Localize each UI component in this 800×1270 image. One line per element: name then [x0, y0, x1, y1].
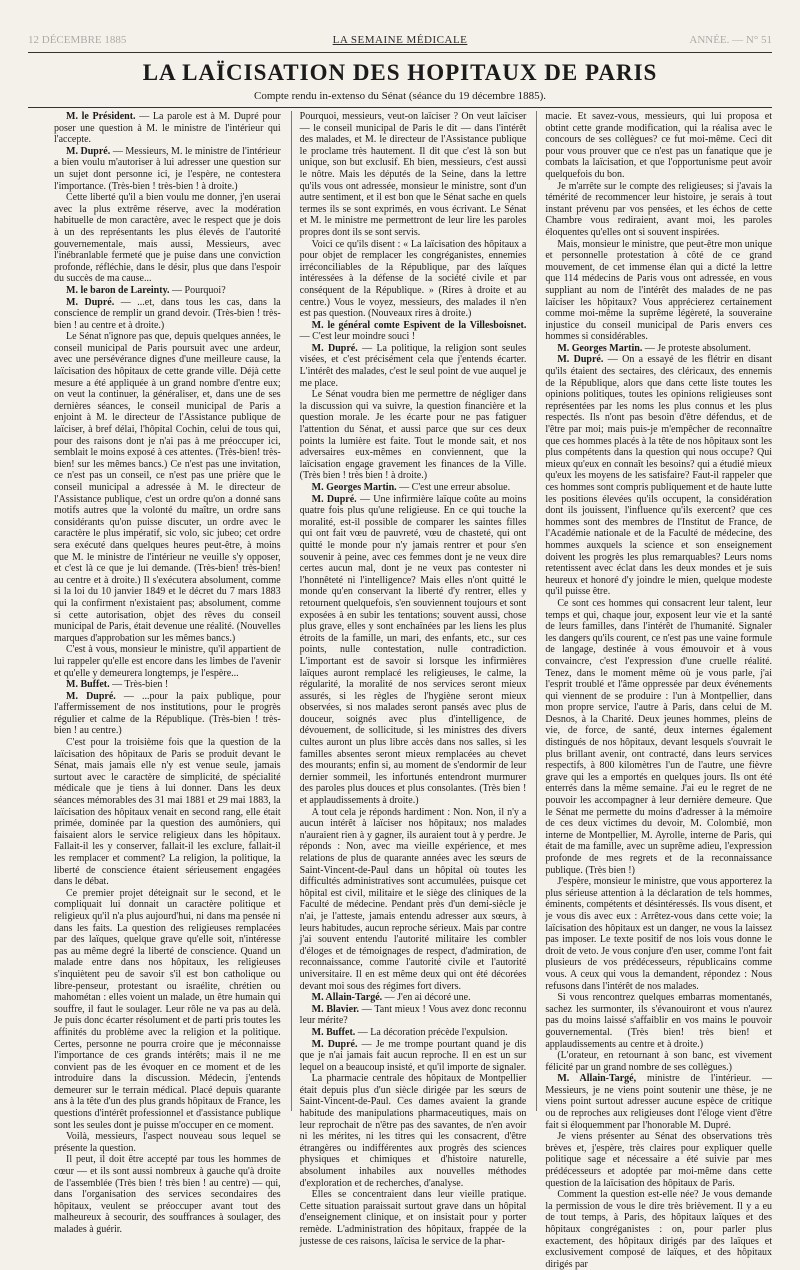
speaker-name: M. Blavier. [311, 1003, 360, 1015]
paragraph [300, 1189, 527, 1247]
speaker-name: M. Georges Martin. [557, 342, 643, 354]
paragraph-text: — Messieurs, M. le ministre de l'intérieur a bien voulu m'autoriser à lui adresser une question sur un sujet dont personne ici, je l'espère, ne contestera l'importance. (Très-bien ! très-bien ! à droite.) [54, 145, 281, 192]
paragraph [300, 239, 527, 320]
speaker-name: M. Allain-Targé. [311, 992, 383, 1004]
speaker-name: M. le général comte Espivent de la Villesboisnet. [311, 319, 527, 331]
paragraph-text: — J'en ai décoré une. [382, 992, 471, 1004]
running-head [0, 34, 800, 50]
speaker-name: M. Allain-Targé, [557, 1073, 637, 1085]
paragraph-text: Voilà, messieurs, l'aspect nouveau sous lequel se présente la question. [54, 1131, 281, 1154]
paragraph-text: Si vous rencontrez quelques embarras momentanés, sachez les surmonter, ils s'évanouiront et vous n'aurez pas du moins laissé s'affaiblir en vos mains le pouvoir gouvernemental. (Très bien! très bien! et applaudissements au centre et à droite.) [545, 992, 773, 1050]
paragraph-text: La pharmacie centrale des hôpitaux de Montpellier était depuis plus d'un siècle dirigée par les sœurs de Saint-Vincent-de-Paul. Ces dames avaient la grande habitude des manipulations pharmaceutiques, mais on leur reprochait de n'être pas des savantes, de n'en avoir ni les mérites, ni les titres qui les consacrent, d'être étrangères ou indifférentes aux progrès des sciences physiques et chimiques et d'histoire naturelle, absolument inhabiles aux nouvelles méthodes d'exploration et de recherches, d'analyse. [299, 1073, 527, 1189]
paragraph-text: Ce sont ces hommes qui consacrent leur talent, leur temps et qui, chaque jour, exposent leur vie et la santé de leurs familles, dans l'intérêt de l'humanité. Signaler les dangers qu'ils courent, ce n'est pas une vaine formule de langage, destinée à vous émouvoir et à vous convaincre, c'est l'expression d'une cruelle réalité. Tenez, dans le moment même où je vous parle, j'ai l'esprit troublé et l'âme oppressée par deux événements qui viennent de se produire : l'un à Montpellier, dans mon propre service, l'autre à Paris, dans celui de M. Desnos, à la Charité. Deux jeunes hommes, pleins de vie, de force, de santé, deux internes également distingués de nos hôpitaux, devant lesquels s'ouvrait le plus brillant avenir, ont contracté, dans leurs services respectifs, à 800 kilomètres l'un de l'autre, une fièvre grave qui les a emportés en quelques jours. Ils ont été enterrés dans la même semaine. J'ai eu le regret de ne pouvoir les accompagner à leur dernière demeure. Que le Sénat me permette du moins d'adresser à la mémoire de ces deux victimes du devoir, M. Colombié, mon interne de Montpellier, M. Ayrolle, interne de Paris, qui était de ma famille, avec un suprême adieu, l'expression profonde de mes regrets et de la reconnaissance publique. (Très bien !) [545, 597, 773, 876]
paragraph-text: C'est pour la troisième fois que la question de la laïcisation des hôpitaux de Paris se produit devant le Sénat, mais jamais elle n'y est venue seule, jamais surtout avec le caractère de simplicité, de spécialité médicale que je tiens à lui donner. Dans les deux séances mémorables des 31 mai 1881 et 29 mai 1883, la laïcisation des hôpitaux venait en second rang, elle était primée, dominée par la question des aumôniers, qui faisaient alors le service religieux dans les hôpitaux. Fallait-il les y conserver, fallait-il les exclure, fallait-il les remplacer et comment? La religion, la politique, la liberté de conscience étaient sérieusement engagées dans le débat. [54, 737, 281, 888]
paragraph-text: C'est à vous, monsieur le ministre, qu'il appartient de lui rappeler qu'elle est encore dans les limbes de l'avenir et qu'elle y demeurera longtemps, je l'espère... [54, 644, 281, 679]
paragraph [54, 888, 281, 1131]
paragraph [54, 644, 281, 679]
paragraph-text: Je viens présenter au Sénat des observations très brèves et, j'espère, très claires pour expliquer quelle politique sage et nécessaire a été suivie par mes prédécesseurs et adoptée par moi-même dans cette question de la laïcisation des hôpitaux de Paris. [545, 1131, 773, 1189]
paragraph-text: — Une infirmière laïque coûte au moins quatre fois plus qu'une religieuse. En ce qui touche la moralité, est-il possible de comparer les saintes filles qui ont fait vœu de pauvreté, vœu de chasteté, qui ont quitté le monde pour n'y jamais rentrer et pour s'en souvenir à peine, avec ces femmes dont je ne veux dire certes aucun mal, dont je ne veux pas contester ni l'honnêteté ni l'intelligence? Mais elles n'ont quitté le monde qu'en conservant la liberté d'y rentrer, elles y retournent quelquefois, s'en souviennent toujours et sont exposées à en subir les tentations; souvent aussi, chose plus grave, elles y sont enchaînées par les liens les plus étroits de la famille, un mari, des enfants, etc., sur ces points, nulle contestation, nulle contradiction. L'important est de savoir si lorsque les infirmières laïques auront remplacé les religieuses, le calme, la régularité, la moralité de nos services seront mieux assurés, si les règles de l'hygiène seront mieux observées, si nos malades seront pansés avec plus de douceur, soignés avec plus d'intelligence, de dévouement, de sollicitude, si les ministres des divers cultes auront un plus libre accès dans nos salles, si les familles absentes seront mieux remplacées au chevet des mourants; enfin si, au moment de s'endormir de leur dernier sommeil, les infortunés entendront murmurer des paroles plus douces et plus consolantes. (Très bien ! et applaudissements à droite.) [299, 493, 527, 807]
paragraph [545, 1131, 772, 1189]
speaker-name: M. Buffet. [311, 1026, 356, 1038]
paragraph-text: Le Sénat voudra bien me permettre de négliger dans la discussion qui va suivre, la question financière et la question morale. Je les écarte pour ne pas fatiguer l'attention du Sénat, et aussi parce que sur ces deux points la lumière est faite. Tout le monde sait, et nos adversaires eux-mêmes en conviennent, que la laïcisation engage gravement les finances de la Ville. (Très bien ! très bien ! à droite.) [299, 389, 527, 482]
paragraph-text: J'espère, monsieur le ministre, que vous apporterez la plus sérieuse attention à la déclaration de tels hommes, éminents, compétents et désintéressés. Ils vous disent, et je vous dis avec eux : Arrêtez-vous dans cette voie; la laïcisation des hôpitaux est un danger, ne vous la laissez pas imposer. Le texte positif de nos lois vous donne le droit de veto. Je vous conjure d'en user, comme l'ont fait plusieurs de vos prédécesseurs, républicains comme vous. A ceux qui vous la demandent, répondez : Nous refusons dans l'intérêt de nos malades. [545, 876, 773, 992]
paragraph-text: Comment la question est-elle née? Je vous demande la permission de vous le dire très brièvement. Il y a eu de tout temps, à Paris, des hôpitaux laïques et des hôpitaux congréganistes : on, pour parler plus exactement, des hôpitaux dirigés par des laïques et exclusivement composé de laïques, et des hôpitaux dirigés par [545, 1189, 773, 1270]
paragraph [54, 1154, 281, 1235]
paragraph [300, 482, 527, 494]
paragraph [300, 111, 527, 239]
paragraph [545, 1073, 772, 1131]
paragraph [54, 285, 281, 297]
speaker-name: M. Dupré. [311, 493, 357, 505]
paragraph-text: Voici ce qu'ils disent : « La laïcisation des hôpitaux a pour objet de remplacer les congréganistes, ennemies irréconciliables de la République, par des laïques intéressées à la défense de la société civile et par conséquent de la République. » (Rires à droite et au centre.) Vous le voyez, messieurs, des malades il n'en est pas question. (Nouveaux rires à droite.) [299, 238, 527, 320]
paragraph [300, 1027, 527, 1039]
paragraph-text: — Je proteste absolument. [642, 342, 751, 354]
speaker-name: M. Dupré. [66, 690, 116, 702]
paragraph [300, 992, 527, 1004]
paragraph [300, 1039, 527, 1074]
paragraph [545, 1189, 772, 1270]
paragraph [545, 111, 772, 181]
paragraph-text: Le Sénat n'ignore pas que, depuis quelques années, le conseil municipal de Paris poursuit avec une ardeur, avec une persévérance dignes d'une meilleure cause, la laïcisation des hôpitaux de cette grande ville. Déjà cette mesure a été appliquée à un grand nombre d'entre eux; on veut la continuer, la généraliser, et, dans une de ses dernières séances, le conseil municipal de Paris a enjoint à M. le directeur de l'Assistance publique de laïciser, à bref délai, l'hôpital Cochin, celui de tous qui, pour des raisons dont je n'ai pas à me préoccuper ici, semblait le moins exposé à ces attentes. (Très-bien! très-bien! sur les mêmes bancs.) Ce n'est pas une invitation, ce n'est pas un conseil, ce n'est pas une prière que le conseil municipal a adressée à M. le directeur de l'Assistance publique, c'est un ordre qu'on a donné sans motifs autres que la volonté du maître, un ordre sans considérants qu'on puisse discuter, un ordre avec le caractère le plus impératif, sic volo, sic jubeo; cet ordre sera exécuté dans quelques heures peut-être, à moins que M. le ministre de l'intérieur ne veuille s'y opposer, et c'est là ce que je lui demande. (Très-bien! très-bien! au centre et à droite.) Il s'exécutera absolument, comme si la loi du 10 janvier 1849 et le décret du 7 mars 1883 qui la confirment n'existaient pas; absolument, comme si cette autorisation, objet des rêves du conseil municipal de Paris, était devenue une réalité. (Nouvelles marques d'approbation sur les mêmes bancs.) [54, 331, 281, 644]
publication-title: LA SEMAINE MÉDICALE [332, 34, 468, 46]
article-title: LA LAÏCISATION DES HOPITAUX DE PARIS [142, 60, 658, 85]
paragraph [300, 1004, 527, 1027]
paragraph [300, 1073, 527, 1189]
paragraph [545, 239, 772, 343]
paragraph-text: A tout cela je réponds hardiment : Non. Non, il n'y a aucun intérêt à laïciser nos hôpitaux; nos malades n'auraient rien à y gagner, ils auraient tout à y perdre. Je réponds : Non, avec ma vieille expérience, et mes relations de plus de quarante années avec les sœurs de Saint-Vincent-de-Paul dans un hôpital où toutes les difficultés administratives sont accumulées, puisque cet hôpital est civil, militaire et le siège des cliniques de la Faculté de médecine. Pendant près d'un demi-siècle je n'ai, je l'atteste, jamais entendu adresser aux sœurs, à leurs habitudes, aucun reproche sérieux. Mais par contre j'ai souvent entendu l'autorité militaire les combler d'éloges et de témoignages de respect, d'admiration, de reconnaissance, comme l'autorité civile et l'autorité universitaire. Il en est même deux qui ont été décorées devant moi sous des régimes fort divers. [299, 806, 527, 992]
paragraph [54, 111, 281, 146]
paragraph-text: — La parole est à M. Dupré pour poser une question à M. le ministre de l'intérieur qui l'accepte. [54, 111, 281, 146]
paragraph [545, 354, 772, 597]
paragraph [300, 494, 527, 807]
running-head-date: 12 DÉCEMBRE 1885 [28, 34, 127, 46]
paragraph [545, 876, 772, 992]
paragraph-text: Mais, monsieur le ministre, que peut-être mon unique et personnelle protestation à côté de ce grand mouvement, de cet immense élan qui a dicté la lettre que 114 médecins de Paris vous ont adressée, en vous suppliant au nom de l'intérêt des malades de ne pas laïciser les hôpitaux? Vous apprécierez certainement comme moi-même la suprême légèreté, la souveraine injustice du conseil municipal de Paris envers ces hommes si considérables. [545, 238, 773, 343]
paragraph-text: — Pourquoi? [169, 284, 226, 296]
paragraph [300, 389, 527, 482]
paragraph-text: ministre de l'intérieur. — Messieurs, je ne viens point soutenir une thèse, je ne viens point surtout adresser aucune espèce de critique ou de reproches aux religieuses dont l'éloge vient d'être fait si éloquemment par l'honorable M. Dupré. [545, 1073, 773, 1131]
speaker-name: M. le Président. [66, 111, 136, 122]
paragraph-text: macie. Et savez-vous, messieurs, qui lui proposa et obtint cette grande modification, qui la réalisa avec le concours de ses collègues? ce fut moi-même. Ceci dit pour vous prouver que ce n'est pas un fanatique que je combats la laïcisation, et que l'opportunisme peut avoir quelquefois du bon. [545, 111, 773, 180]
paragraph-text: Ce premier projet déteignait sur le second, et le compliquait lui donnait un caractère politique et religieux qu'il n'a plus aujourd'hui, ni dans ma pensée ni dans les faits. La question des religieuses remplacées par des laïques, quelque grave qu'elle soit, n'intéresse pas au même degré la liberté de conscience. Quand un malade entre dans nos hôpitaux, les religieuses s'inquiètent peu de savoir s'il est bon catholique ou libre-penseur, protestant ou israélite, chrétien ou mahométan : elles voient un malade, un être humain qui souffre, il faut le soulager. Leur rôle ne va pas au delà. Je puis donc écarter résolument et de parti pris toutes les affinités du problème avec la religion et la politique. Certes, personne ne pourra croire que je méconnaisse l'importance de ces grands intérêts; mais il ne me convient pas de les évoquer en ce moment et de les introduire dans la discussion. Médecin, j'entends demeurer sur le terrain médical. Placé depuis quarante ans à la tête d'un des plus grands hôpitaux de France, les questions d'intérêt professionnel et d'assistance publique sont les seules dont je puisse m'occuper en ce moment. [54, 887, 281, 1131]
paragraph [54, 331, 281, 644]
paragraph [545, 992, 772, 1050]
speaker-name: M. Dupré. [557, 354, 604, 366]
paragraph [545, 343, 772, 355]
header-rule [28, 52, 772, 53]
column-3 [536, 111, 773, 1270]
paragraph [545, 181, 772, 239]
paragraph-text: — La décoration précède l'expulsion. [355, 1026, 508, 1038]
speaker-name: M. Dupré. [66, 145, 111, 157]
paragraph [54, 297, 281, 332]
speaker-name: M. Buffet. [66, 679, 110, 691]
speaker-name: M. Georges Martin. [311, 482, 397, 493]
paragraph [300, 807, 527, 993]
column-1 [54, 111, 281, 1235]
paragraph-text: Cette liberté qu'il a bien voulu me donner, j'en userai avec la plus extrême réserve, avec la modération habituelle de mon caractère, avec le respect que je dois à un des représentants les plus élevés de l'autorité gouvernementale, mais aussi, Messieurs, avec l'inébranlable fermeté que je puise dans une conviction profonde, réfléchie, dans le désir, plus que dans l'espoir du succès de ma cause... [54, 192, 281, 285]
article-subtitle: Compte rendu in-extenso du Sénat (séance du 19 décembre 1885). [253, 90, 547, 102]
subtitle-rule [28, 107, 772, 108]
paragraph-text: Elles se concentraient dans leur vieille pratique. Cette situation paraissait surtout grave dans un hôpital d'enseignement clinique, et on insistait pour y porter remède. L'administration des hôpitaux, frappée de la justesse de ces raisons, laïcisa le service de la phar- [299, 1189, 527, 1247]
paragraph-text: — Tant mieux ! Vous avez donc reconnu leur mérite? [299, 1003, 527, 1027]
paragraph-text: Il peut, il doit être accepté par tous les hommes de cœur — et ils sont aussi nombreux à gauche qu'à droite de l'assemblée (Très bien ! très bien ! au centre) — qui, dans l'organisation des services secondaires des hôpitaux, veulent se préoccuper avant tout des malheureux à secourir, des souffrances à soulager, des malades à guérir. [54, 1154, 281, 1235]
paragraph-text: — On a essayé de les flétrir en disant qu'ils étaient des sectaires, des cléricaux, des ennemis de la République, alors que dans cette liste toutes les opinions politiques, toutes les opinions religieuses sont représentées par les noms les plus connus et les plus respectés. Ils n'ont pas besoin d'être défendus, et de l'être par moi; mais puis-je m'empêcher de reconnaître que ces hommes placés à la tête de nos hôpitaux sont les plus compétents dans la question qui nous occupe? Qui mieux qu'eux en connaît les besoins? qui a étudié mieux qu'eux les moyens de les satisfaire? Faut-il rappeler que ces hommes sont compris publiquement et de haute lutte les positions élevées qu'ils occupent, la considération dont ils jouissent, l'influence qu'ils exercent? que ces hommes sont des membres de l'Institut de France, de l'Académie nationale et de la Faculté de médecine, des hommes auxquels la science et son enseignement doivent les progrès les plus remarquables? Leurs noms retentissent avec éclat dans les deux mondes et je suis heureux et honoré d'y joindre le mien, quelque modeste qu'il puisse être. [545, 354, 773, 598]
paragraph [300, 343, 527, 389]
paragraph-text: — Très-bien ! [109, 679, 169, 691]
paragraph [54, 192, 281, 285]
paragraph-text: — La politique, la religion sont seules visées, et c'est précisément cela que j'entends écarter. L'intérêt des malades, c'est le seul point de vue auquel je me place. [299, 342, 527, 389]
paragraph-text: Je m'arrête sur le compte des religieuses; si j'avais la témérité de recommencer leur histoire, je serais à tout instant prévenu par vos pensées, et les échos de cette Chambre vous rediraient, avant moi, les paroles éloquentes qu'elles ont si souvent inspirées. [545, 180, 773, 238]
paragraph [545, 598, 772, 876]
paragraph [54, 146, 281, 192]
speaker-name: M. le baron de Lareinty. [66, 284, 170, 296]
column-2 [291, 111, 527, 1247]
speaker-name: M. Dupré. [66, 296, 115, 308]
paragraph-text: (L'orateur, en retournant à son banc, est vivement félicité par un grand nombre de ses collègues.) [545, 1050, 773, 1073]
paragraph-text: Pourquoi, messieurs, veut-on laïciser ? On veut laïciser — le conseil municipal de Paris le dit — dans l'intérêt des malades, et M. le directeur de l'Assistance publique le proclame très hautement. Il dit que c'est là son but unique, son but exclusif. Eh bien, messieurs, c'est aussi le nôtre. Mais les députés de la Seine, dans la lettre qu'ils vous ont adressée, monsieur le ministre, sont d'un autre sentiment, et il est bon que le Sénat sache en quels termes ils se sont exprimés, en vous écrivant. Le Sénat et M. le ministre me permettront de leur lire les paroles propres dont ils se sont servis. [299, 111, 527, 238]
paragraph [545, 1050, 772, 1073]
speaker-name: M. Dupré. [311, 1038, 358, 1050]
paragraph-text: — Je me trompe pourtant quand je dis que je n'ai jamais fait aucun reproche. Il en est un sur lequel on a beaucoup insisté, et qu'il importe de signaler. [299, 1038, 527, 1073]
paragraph [54, 679, 281, 691]
paragraph [54, 691, 281, 737]
paragraph-text: — C'est leur moindre souci ! [299, 331, 416, 343]
paragraph-text: — C'est une erreur absolue. [396, 482, 511, 493]
running-head-issue: ANNÉE. — N° 51 [689, 34, 772, 46]
paragraph [300, 320, 527, 343]
paragraph-text: — ...et, dans tous les cas, dans la conscience de remplir un grand devoir. (Très-bien ! très-bien ! au centre et à droite.) [54, 296, 281, 331]
paragraph-text: — ...pour la paix publique, pour l'affermissement de nos institutions, pour le progrès régulier et calme de la République. (Très-bien ! très-bien ! au centre.) [54, 690, 281, 737]
article-columns [54, 111, 773, 1270]
paragraph [54, 737, 281, 888]
speaker-name: M. Dupré. [311, 342, 358, 354]
paragraph [54, 1131, 281, 1154]
